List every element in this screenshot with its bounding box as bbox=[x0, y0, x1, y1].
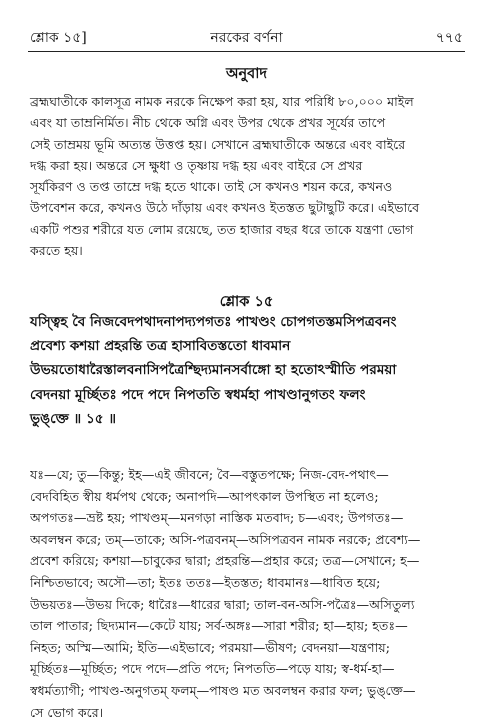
translation-paragraph bbox=[30, 91, 465, 261]
translation-line: দগ্ধ করা হয়। অন্তরে সে ক্ষুধা ও তৃষ্ণায় দগ্ধ হয় এবং বাইরে সে প্রখর bbox=[30, 157, 363, 173]
translation-heading: অনুবাদ bbox=[225, 65, 268, 82]
verse-line: যস্ত্বিহ বৈ নিজবেদপথাদনাপদ্যপগতঃ পাখণ্ডং চোপগতস্তমসিপত্রবনং bbox=[30, 314, 397, 330]
verse-line: প্রবেশ্য কশয়া প্রহরন্তি তত্র হাসাবিতস্ততো ধাবমান bbox=[30, 338, 291, 355]
verse-heading: শ্লোক ১৫ bbox=[219, 293, 274, 310]
synonym-line: উভয়তঃ—উভয় দিকে; ধারৈঃ—ধারের দ্বারা; তাল-বন-অসি-পত্রৈঃ—অসিতুল্য bbox=[30, 596, 415, 612]
synonym-line: যঃ—যে; তু—কিন্তু; ইহ—এই জীবনে; বৈ—বস্তুতপক্ষে; নিজ-বেদ-পথাৎ— bbox=[30, 467, 389, 482]
translation-line: করতে হয়। bbox=[30, 243, 83, 259]
synonym-line: বেদবিহিত স্বীয় ধর্মপথ থেকে; অনাপদি—আপৎকাল উপস্থিত না হলেও; bbox=[30, 488, 379, 504]
synonym-line: সে ভোগ করে। bbox=[30, 704, 104, 720]
sanskrit-verse bbox=[30, 310, 465, 431]
synonym-line: নিশ্চিতভাবে; অসৌ—তা; ইতঃ ততঃ—ইতস্তত; ধাবমানঃ—ধাবিত হয়ে; bbox=[30, 574, 381, 590]
translation-line: সেই তাম্রময় ভূমি অত্যন্ত উত্তপ্ত হয়। সেখানে ব্রহ্মঘাতীকে অন্তরে এবং বাইরে bbox=[30, 136, 406, 152]
synonym-line: অপগতঃ—ভ্রষ্ট হয়; পাখণ্ডম্—মনগড়া নাস্তিক মতবাদ; চ—এবং; উপগতঃ— bbox=[30, 510, 404, 526]
page-number: ৭৭৫ bbox=[435, 30, 463, 46]
translation-line: সূর্যকিরণ ও তপ্ত তাম্রে দগ্ধ হতে থাকে। তাই সে কখনও শয়ন করে, কখনও bbox=[30, 179, 393, 195]
translation-line: ব্রহ্মঘাতীকে কালসূত্র নামক নরকে নিক্ষেপ করা হয়, যার পরিধি ৮০,০০০ মাইল bbox=[30, 94, 414, 109]
translation-line: উপবেশন করে, কখনও উঠে দাঁড়ায় এবং কখনও ইতস্তত ছুটাছুটি করে। এইভাবে bbox=[30, 200, 420, 216]
header-rule bbox=[28, 51, 465, 52]
synonym-line: অবলম্বন করে; তম্—তাকে; অসি-পত্রবনম্—অসিপত্রবন নামক নরকে; প্রবেশ্য— bbox=[30, 531, 421, 547]
header-chapter-title: নরকের বর্ণনা bbox=[210, 30, 283, 46]
synonym-line: তাল পাতার; ছিদ্যমান—কেটে যায়; সর্ব-অঙ্গঃ—সারা শরীর; হা—হায়; হতঃ— bbox=[30, 618, 408, 634]
synonym-line: নিহত; অস্মি—আমি; ইতি—এইভাবে; পরময়া—ভীষণ; বেদনয়া—যন্ত্রণায়; bbox=[30, 639, 390, 655]
synonym-line: স্বধর্মত্যাগী; পাখণ্ড-অনুগতম্ ফলম্—পাষণ্ড মত অবলম্বন করার ফল; ভুঙ্‌ক্তে— bbox=[30, 682, 416, 698]
synonym-line: প্রবেশ করিয়ে; কশয়া—চাবুকের দ্বারা; প্রহরন্তি—প্রহার করে; তত্র—সেখানে; হ— bbox=[30, 553, 420, 569]
word-for-word-meanings bbox=[30, 464, 465, 723]
header-verse-ref: শ্লোক ১৫] bbox=[30, 30, 87, 46]
verse-line: বেদনয়া মূর্চ্ছিতঃ পদে পদে নিপততি স্বধর্মহা পাখণ্ডানুগতং ফলং bbox=[30, 386, 366, 403]
translation-line: এবং যা তাম্রনির্মিত। নীচ থেকে অগ্নি এবং উপর থেকে প্রখর সূর্যের তাপে bbox=[30, 115, 386, 131]
running-header bbox=[30, 26, 463, 48]
synonym-line: মূর্চ্ছিতঃ—মূর্চ্ছিত; পদে পদে—প্রতি পদে; নিপততি—পড়ে যায়; স্ব-ধর্ম-হা— bbox=[30, 661, 395, 677]
verse-line: ভুঙ্‌ক্তে ॥ ১৫ ॥ bbox=[30, 410, 117, 427]
verse-line: উভয়তোধারৈস্তালবনাসিপত্রৈশ্ছিদ্যমানসর্বাঙ্গো হা হতোঽস্মীতি পরময়া bbox=[30, 362, 397, 379]
translation-line: একটি পশুর শরীরে যত লোম রয়েছে, তত হাজার বছর ধরে তাকে যন্ত্রণা ভোগ bbox=[30, 221, 414, 237]
